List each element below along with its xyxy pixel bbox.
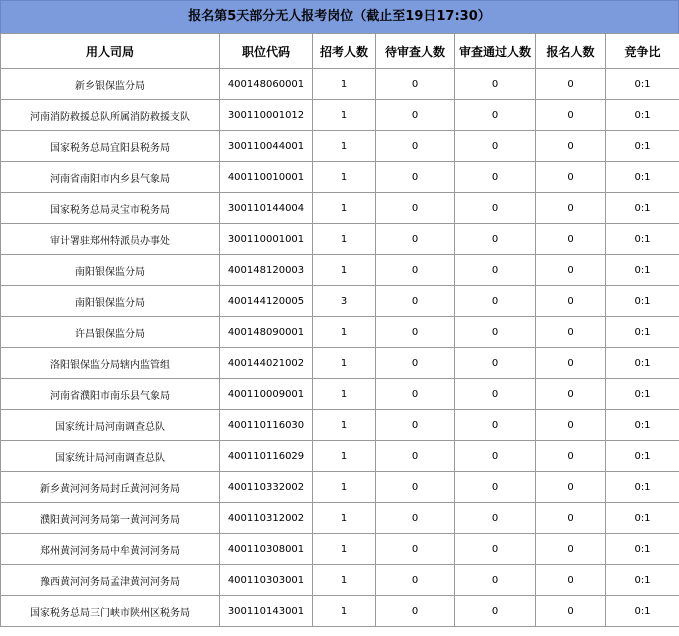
- cell-position-code: 400110312002: [220, 503, 313, 534]
- cell-review-passed: 0: [455, 348, 536, 379]
- cell-review-passed: 0: [455, 317, 536, 348]
- cell-department: 濮阳黄河河务局第一黄河河务局: [1, 503, 220, 534]
- cell-department: 国家税务总局三门峡市陕州区税务局: [1, 596, 220, 627]
- cell-applicants: 0: [536, 503, 606, 534]
- cell-applicants: 0: [536, 410, 606, 441]
- cell-department: 河南消防救援总队所属消防救援支队: [1, 100, 220, 131]
- cell-department: 许昌银保监分局: [1, 317, 220, 348]
- cell-position-code: 300110044001: [220, 131, 313, 162]
- cell-applicants: 0: [536, 131, 606, 162]
- table-title: 报名第5天部分无人报考岗位（截止至19日17:30）: [0, 0, 679, 33]
- table-row: [1, 472, 679, 503]
- cell-recruit-count: 1: [313, 100, 376, 131]
- cell-pending-review: 0: [376, 596, 455, 627]
- cell-department: 洛阳银保监分局辖内监管组: [1, 348, 220, 379]
- cell-competition-ratio: 0:1: [606, 131, 679, 162]
- cell-review-passed: 0: [455, 565, 536, 596]
- table-row: [1, 379, 679, 410]
- cell-review-passed: 0: [455, 131, 536, 162]
- cell-department: 郑州黄河河务局中牟黄河河务局: [1, 534, 220, 565]
- table-row: [1, 131, 679, 162]
- cell-review-passed: 0: [455, 534, 536, 565]
- cell-position-code: 400144120005: [220, 286, 313, 317]
- table-body: [1, 69, 679, 627]
- cell-applicants: 0: [536, 162, 606, 193]
- cell-applicants: 0: [536, 317, 606, 348]
- cell-competition-ratio: 0:1: [606, 472, 679, 503]
- cell-position-code: 400148120003: [220, 255, 313, 286]
- table-row: [1, 100, 679, 131]
- cell-competition-ratio: 0:1: [606, 100, 679, 131]
- cell-competition-ratio: 0:1: [606, 69, 679, 100]
- table-row: [1, 162, 679, 193]
- cell-competition-ratio: 0:1: [606, 379, 679, 410]
- table-row: [1, 255, 679, 286]
- cell-pending-review: 0: [376, 441, 455, 472]
- cell-department: 国家税务总局灵宝市税务局: [1, 193, 220, 224]
- cell-recruit-count: 3: [313, 286, 376, 317]
- cell-review-passed: 0: [455, 472, 536, 503]
- cell-position-code: 400110010001: [220, 162, 313, 193]
- cell-review-passed: 0: [455, 410, 536, 441]
- cell-pending-review: 0: [376, 131, 455, 162]
- cell-department: 国家税务总局宜阳县税务局: [1, 131, 220, 162]
- cell-review-passed: 0: [455, 193, 536, 224]
- cell-pending-review: 0: [376, 224, 455, 255]
- cell-competition-ratio: 0:1: [606, 193, 679, 224]
- positions-table: [0, 33, 679, 627]
- cell-position-code: 400110009001: [220, 379, 313, 410]
- cell-review-passed: 0: [455, 441, 536, 472]
- cell-applicants: 0: [536, 441, 606, 472]
- cell-pending-review: 0: [376, 472, 455, 503]
- header-position-code: 职位代码: [220, 34, 313, 69]
- cell-applicants: 0: [536, 348, 606, 379]
- cell-position-code: 400110332002: [220, 472, 313, 503]
- cell-position-code: 400110303001: [220, 565, 313, 596]
- cell-review-passed: 0: [455, 255, 536, 286]
- table-row: [1, 441, 679, 472]
- cell-review-passed: 0: [455, 379, 536, 410]
- table-row: [1, 69, 679, 100]
- cell-pending-review: 0: [376, 69, 455, 100]
- cell-pending-review: 0: [376, 100, 455, 131]
- cell-recruit-count: 1: [313, 410, 376, 441]
- header-applicants: 报名人数: [536, 34, 606, 69]
- cell-applicants: 0: [536, 534, 606, 565]
- cell-recruit-count: 1: [313, 534, 376, 565]
- table-row: [1, 317, 679, 348]
- cell-recruit-count: 1: [313, 596, 376, 627]
- cell-competition-ratio: 0:1: [606, 317, 679, 348]
- cell-recruit-count: 1: [313, 317, 376, 348]
- cell-pending-review: 0: [376, 255, 455, 286]
- cell-competition-ratio: 0:1: [606, 162, 679, 193]
- cell-pending-review: 0: [376, 317, 455, 348]
- cell-recruit-count: 1: [313, 162, 376, 193]
- cell-recruit-count: 1: [313, 472, 376, 503]
- cell-position-code: 400110116030: [220, 410, 313, 441]
- table-row: [1, 193, 679, 224]
- cell-department: 豫西黄河河务局孟津黄河河务局: [1, 565, 220, 596]
- cell-competition-ratio: 0:1: [606, 224, 679, 255]
- table-row: [1, 534, 679, 565]
- cell-department: 审计署驻郑州特派员办事处: [1, 224, 220, 255]
- table-row: [1, 286, 679, 317]
- cell-department: 国家统计局河南调查总队: [1, 410, 220, 441]
- cell-pending-review: 0: [376, 410, 455, 441]
- cell-recruit-count: 1: [313, 69, 376, 100]
- cell-department: 新乡黄河河务局封丘黄河河务局: [1, 472, 220, 503]
- cell-recruit-count: 1: [313, 255, 376, 286]
- cell-review-passed: 0: [455, 69, 536, 100]
- cell-recruit-count: 1: [313, 131, 376, 162]
- cell-competition-ratio: 0:1: [606, 255, 679, 286]
- cell-competition-ratio: 0:1: [606, 565, 679, 596]
- cell-department: 国家统计局河南调查总队: [1, 441, 220, 472]
- cell-recruit-count: 1: [313, 565, 376, 596]
- cell-position-code: 400148090001: [220, 317, 313, 348]
- cell-applicants: 0: [536, 255, 606, 286]
- cell-pending-review: 0: [376, 565, 455, 596]
- cell-review-passed: 0: [455, 596, 536, 627]
- cell-applicants: 0: [536, 69, 606, 100]
- cell-position-code: 400144021002: [220, 348, 313, 379]
- cell-applicants: 0: [536, 596, 606, 627]
- cell-department: 新乡银保监分局: [1, 69, 220, 100]
- cell-competition-ratio: 0:1: [606, 503, 679, 534]
- table-row: [1, 348, 679, 379]
- cell-review-passed: 0: [455, 286, 536, 317]
- table-row: [1, 565, 679, 596]
- cell-position-code: 300110001001: [220, 224, 313, 255]
- cell-position-code: 300110001012: [220, 100, 313, 131]
- cell-competition-ratio: 0:1: [606, 348, 679, 379]
- cell-competition-ratio: 0:1: [606, 441, 679, 472]
- cell-recruit-count: 1: [313, 441, 376, 472]
- cell-recruit-count: 1: [313, 348, 376, 379]
- header-competition-ratio: 竞争比: [606, 34, 679, 69]
- cell-applicants: 0: [536, 224, 606, 255]
- cell-applicants: 0: [536, 565, 606, 596]
- cell-competition-ratio: 0:1: [606, 410, 679, 441]
- header-review-passed: 审查通过人数: [455, 34, 536, 69]
- header-pending-review: 待审查人数: [376, 34, 455, 69]
- cell-department: 河南省南阳市内乡县气象局: [1, 162, 220, 193]
- cell-position-code: 300110144004: [220, 193, 313, 224]
- table-row: [1, 224, 679, 255]
- cell-applicants: 0: [536, 472, 606, 503]
- cell-recruit-count: 1: [313, 379, 376, 410]
- cell-department: 河南省濮阳市南乐县气象局: [1, 379, 220, 410]
- header-row: [1, 34, 679, 69]
- cell-department: 南阳银保监分局: [1, 286, 220, 317]
- table-row: [1, 596, 679, 627]
- cell-applicants: 0: [536, 379, 606, 410]
- cell-review-passed: 0: [455, 224, 536, 255]
- cell-applicants: 0: [536, 286, 606, 317]
- cell-review-passed: 0: [455, 100, 536, 131]
- cell-position-code: 400110116029: [220, 441, 313, 472]
- cell-applicants: 0: [536, 193, 606, 224]
- header-recruit-count: 招考人数: [313, 34, 376, 69]
- header-department: 用人司局: [1, 34, 220, 69]
- cell-recruit-count: 1: [313, 224, 376, 255]
- cell-position-code: 300110143001: [220, 596, 313, 627]
- cell-competition-ratio: 0:1: [606, 596, 679, 627]
- cell-competition-ratio: 0:1: [606, 534, 679, 565]
- cell-department: 南阳银保监分局: [1, 255, 220, 286]
- table-row: [1, 410, 679, 441]
- cell-pending-review: 0: [376, 286, 455, 317]
- cell-competition-ratio: 0:1: [606, 286, 679, 317]
- cell-applicants: 0: [536, 100, 606, 131]
- cell-recruit-count: 1: [313, 193, 376, 224]
- cell-position-code: 400110308001: [220, 534, 313, 565]
- cell-pending-review: 0: [376, 534, 455, 565]
- cell-pending-review: 0: [376, 503, 455, 534]
- table-row: [1, 503, 679, 534]
- cell-pending-review: 0: [376, 379, 455, 410]
- cell-pending-review: 0: [376, 193, 455, 224]
- cell-pending-review: 0: [376, 162, 455, 193]
- cell-position-code: 400148060001: [220, 69, 313, 100]
- cell-review-passed: 0: [455, 162, 536, 193]
- cell-recruit-count: 1: [313, 503, 376, 534]
- cell-pending-review: 0: [376, 348, 455, 379]
- cell-review-passed: 0: [455, 503, 536, 534]
